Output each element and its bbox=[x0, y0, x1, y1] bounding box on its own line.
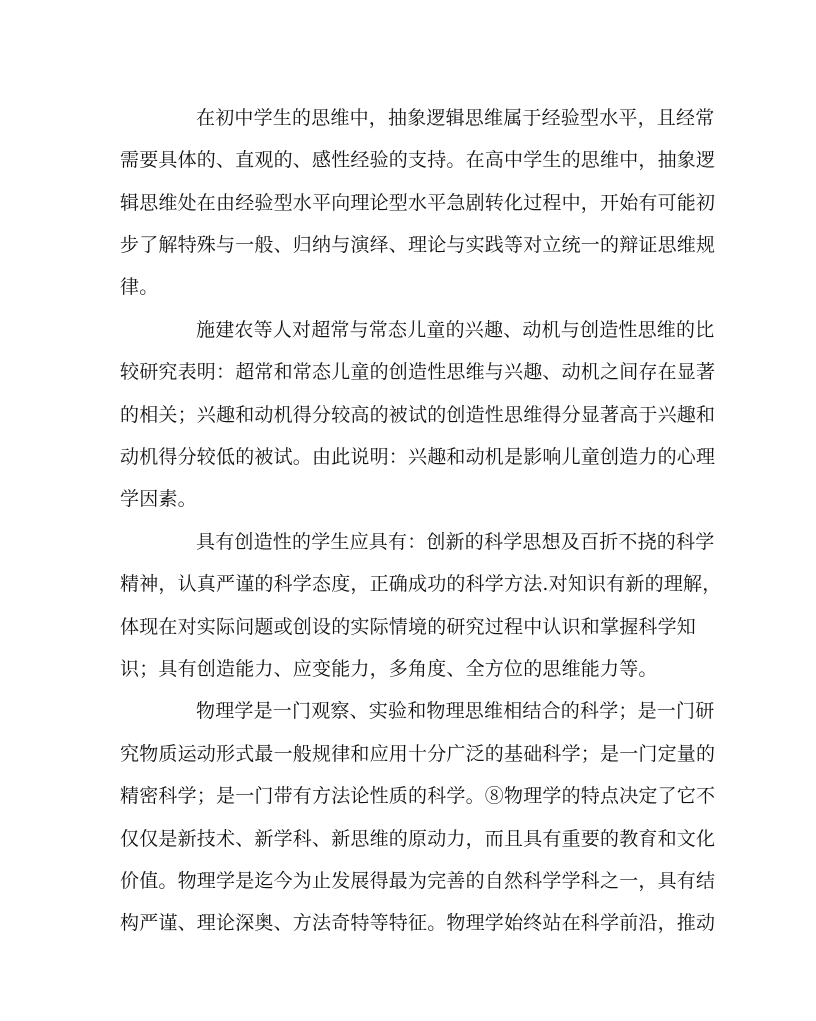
paragraph-2-line-3: 的相关；兴趣和动机得分较高的被试的创造性思维得分显著高于兴趣和 bbox=[120, 404, 716, 426]
paragraph-3-line-4: 识；具有创造能力、应变能力，多角度、全方位的思维能力等。 bbox=[120, 658, 658, 680]
paragraph-4-line-1: 物理学是一门观察、实验和物理思维相结合的科学；是一门研 bbox=[196, 700, 715, 722]
paragraph-1-line-5: 律。 bbox=[120, 276, 159, 298]
paragraph-1-line-1: 在初中学生的思维中，抽象逻辑思维属于经验型水平，且经常 bbox=[196, 107, 715, 129]
paragraph-2-line-1: 施建农等人对超常与常态儿童的兴趣、动机与创造性思维的比 bbox=[196, 319, 715, 341]
paragraph-1-line-2: 需要具体的、直观的、感性经验的支持。在高中学生的思维中，抽象逻 bbox=[120, 149, 716, 171]
paragraph-3-line-2: 精神，认真严谨的科学态度，正确成功的科学方法.对知识有新的理解， bbox=[120, 573, 722, 595]
paragraph-4-line-5: 价值。物理学是迄今为止发展得最为完善的自然科学学科之一，具有结 bbox=[120, 870, 716, 892]
paragraph-2-line-5: 学因素。 bbox=[120, 488, 197, 510]
paragraph-1-line-3: 辑思维处在由经验型水平向理论型水平急剧转化过程中，开始有可能初 bbox=[120, 192, 716, 214]
paragraph-4-line-4: 仅仅是新技术、新学科、新思维的原动力，而且具有重要的教育和文化 bbox=[120, 828, 716, 850]
paragraph-1-line-4: 步了解特殊与一般、归纳与演绎、理论与实践等对立统一的辩证思维规 bbox=[120, 234, 716, 256]
paragraph-4-line-3: 精密科学；是一门带有方法论性质的科学。⑧物理学的特点决定了它不 bbox=[120, 785, 716, 807]
paragraph-2-line-4: 动机得分较低的被试。由此说明：兴趣和动机是影响儿童创造力的心理 bbox=[120, 446, 716, 468]
paragraph-4-line-2: 究物质运动形式最一般规律和应用十分广泛的基础科学；是一门定量的 bbox=[120, 743, 716, 765]
paragraph-3-line-3: 体现在对实际问题或创设的实际情境的研究过程中认识和掌握科学知 bbox=[120, 616, 697, 638]
paragraph-3-line-1: 具有创造性的学生应具有：创新的科学思想及百折不挠的科学 bbox=[196, 531, 715, 553]
paragraph-4-line-6: 构严谨、理论深奥、方法奇特等特征。物理学始终站在科学前沿，推动 bbox=[120, 912, 716, 934]
paragraph-2-line-2: 较研究表明：超常和常态儿童的创造性思维与兴趣、动机之间存在显著 bbox=[120, 361, 716, 383]
